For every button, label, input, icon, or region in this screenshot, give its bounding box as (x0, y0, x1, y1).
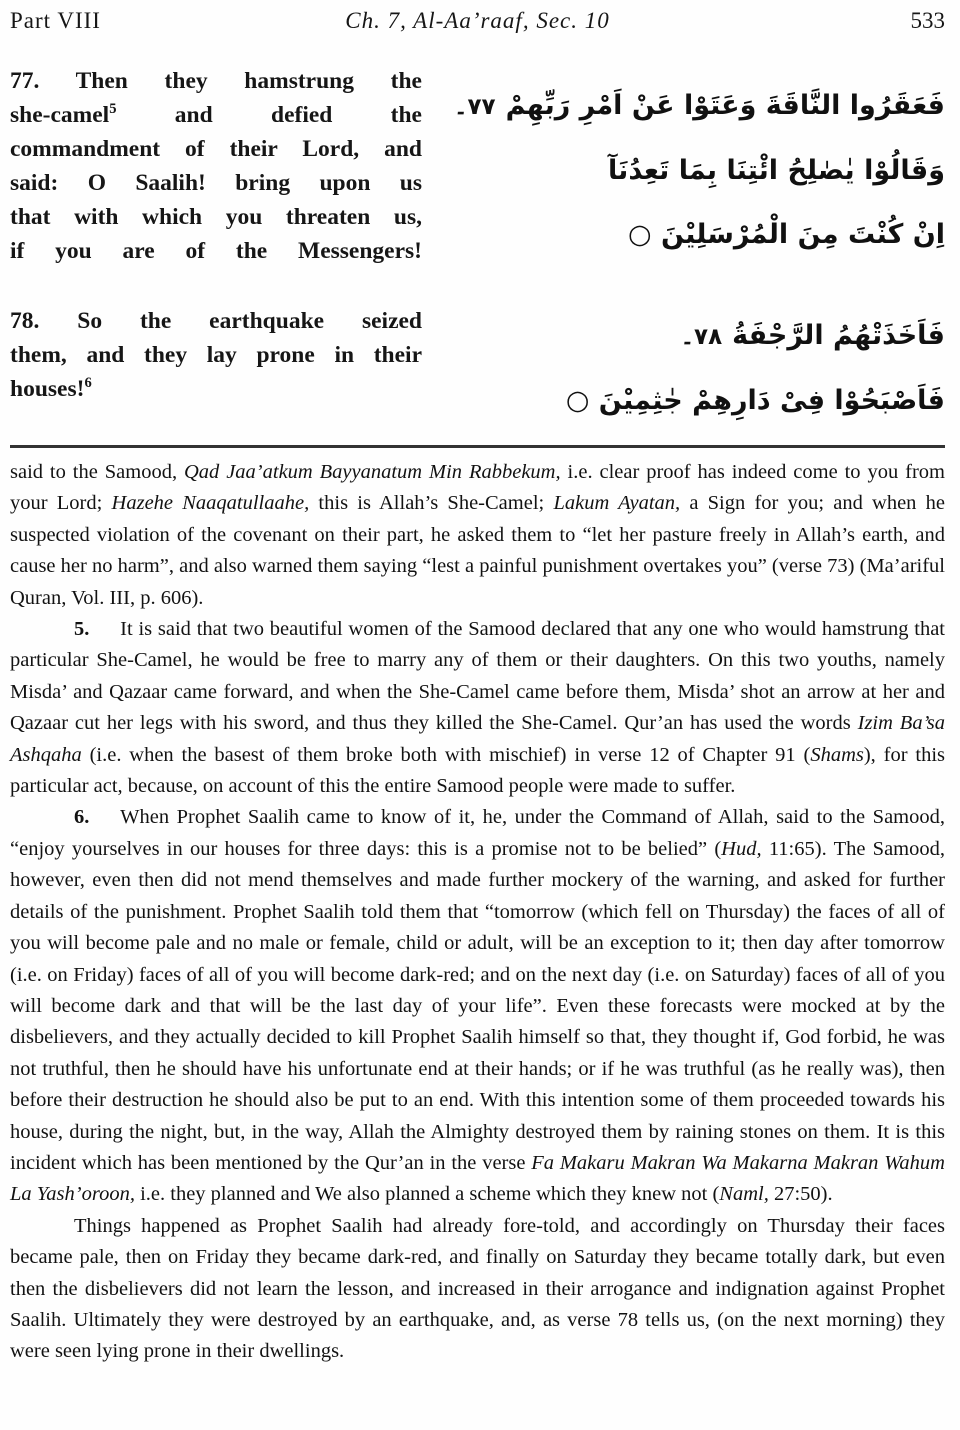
arabic-verse-line (503, 369, 945, 433)
arabic-verse-text: فَعَقَرُوا النَّاقَةَ وَعَتَوْا عَنْ اَمْرِ رَبِّهِمْ (505, 90, 945, 121)
arabic-verse-line (503, 203, 945, 267)
arabic-verse-text: فَاَصْبَحُوْا فِىْ دَارِهِمْ جٰثِمِيْنَ ○ (565, 385, 945, 416)
page-header (10, 8, 945, 34)
footnotes-section (10, 457, 945, 1368)
footnote-divider (10, 445, 945, 448)
verse-78-arabic (503, 304, 945, 433)
header-part-label: Part VIII (10, 8, 101, 33)
verse-line: them, and they lay prone in their (10, 342, 422, 368)
footnote-continuation-paragraph: said to the Samood, Qad Jaa’atkum Bayyanatum Min Rabbekum, i.e. clear proof has indeed come to you from your Lord; Hazehe Naaqatullaahe, this is Allah’s She-Camel; Lakum Ayatan, a Sign for you; and when he suspected violation of the covenant on their part, he asked them to “let her pasture freely in Allah’s earth, and cause her no harm”, and also warned them saying “lest a painful punishment overtakes you” (verse 73) (Ma’ariful Quran, Vol. III, p. 606). (10, 461, 945, 609)
verse-77-arabic (454, 64, 945, 267)
verse-77-english (10, 64, 422, 268)
arabic-verse-number: ٧٨۔ (680, 324, 723, 350)
footnote-6-paragraph: 6. When Prophet Saalih came to know of it, he, under the Command of Allah, said to the Samood, “enjoy yourselves in our houses for three days: this is a promise not to be belied” (Hud, 11:65). The Samood, however, even then did not mend themselves and made further mockery of the warning, and asked for further details of the punishment. Prophet Saalih told them that “tomorrow (which fell on Thursday) the faces of all of you will become pale and no male or female, child or adult, will be an exception to it; then day after tomorrow (i.e. on Friday) faces of all of you will become dark-red; and on the next day (i.e. on Saturday) faces of all of you will become dark and that will be the last day of your life”. Even these forecasts were mocked at by the disbelievers, and they actually decided to kill Prophet Saalih himself so that, they thought if, God forbid, he was not truthful, then he should have his unfortunate end at their hands; or if he was truthful (as he really was), then before their destruction he should also be put to an end. With this intention some of them proceeded towards his house, during the night, but, in the way, Allah the Almighty destroyed them by raining stones on them. It is this incident which has been mentioned by the Qur’an in the verse Fa Makaru Makran Wa Makarna Makran Wahum La Yash’oroon, i.e. they planned and We also planned a scheme which they knew not (Naml, 27:50). (10, 806, 945, 1206)
verse-line: houses!$^6$ (10, 375, 92, 402)
arabic-verse-line (454, 74, 945, 139)
verse-row-78 (10, 304, 945, 433)
header-page-number: 533 (910, 8, 945, 33)
verse-line: 77. Then they hamstrung the (10, 68, 422, 94)
arabic-verse-line (503, 304, 945, 369)
arabic-verse-number: ٧٧۔ (454, 94, 496, 120)
footnote-closing-paragraph: Things happened as Prophet Saalih had already fore-told, and accordingly on Thursday their faces became pale, then on Friday they became dark-red, and finally on Saturday they became totally dark, but even then the disbelievers did not learn the lesson, and increased in their arrogance and indignation against Prophet Saalih. Ultimately they were destroyed by an earthquake, and, as verse 78 tells us, (on the next morning) they were seen lying prone in their dwellings. (10, 1214, 945, 1363)
verses-section (10, 64, 945, 433)
verse-line: that with which you threaten us, (10, 204, 422, 230)
header-chapter-title: Ch. 7, Al-Aa’raaf, Sec. 10 (345, 8, 610, 33)
verse-line: said: O Saalih! bring upon us (10, 170, 422, 196)
arabic-verse-text: وَقَالُوْا يٰصٰلِحُ ائْتِنَا بِمَا تَعِدُنَآ (608, 155, 945, 186)
footnote-5-paragraph: 5. It is said that two beautiful women of the Samood declared that any one who would hamstrung that particular She-Camel, he would be free to marry any of them or their daughters. On this two youths, namely Misda’ and Qazaar came forward, and when the She-Camel came before them, Misda’ shot an arrow at her and Qazaar cut her legs with his sword, and thus they killed the She-Camel. Qur’an has used the words Izim Ba’sa Ashqaha (i.e. when the basest of them broke both with mischief) in verse 12 of Chapter 91 (Shams), for this particular act, because, on account of this the entire Samood people were made to suffer. (10, 618, 945, 798)
arabic-verse-text: فَاَخَذَتْهُمُ الرَّجْفَةُ (732, 320, 945, 351)
verse-line: commandment of their Lord, and (10, 136, 422, 162)
verse-line: 78. So the earthquake seized (10, 308, 422, 334)
arabic-verse-line (503, 139, 945, 203)
verse-line: she-camel$^5$ and defied the (10, 101, 422, 128)
arabic-verse-text: اِنْ كُنْتَ مِنَ الْمُرْسَلِيْنَ ○ (628, 219, 945, 250)
verse-row-77 (10, 64, 945, 268)
verse-line: if you are of the Messengers! (10, 238, 422, 264)
verse-78-english (10, 304, 422, 406)
